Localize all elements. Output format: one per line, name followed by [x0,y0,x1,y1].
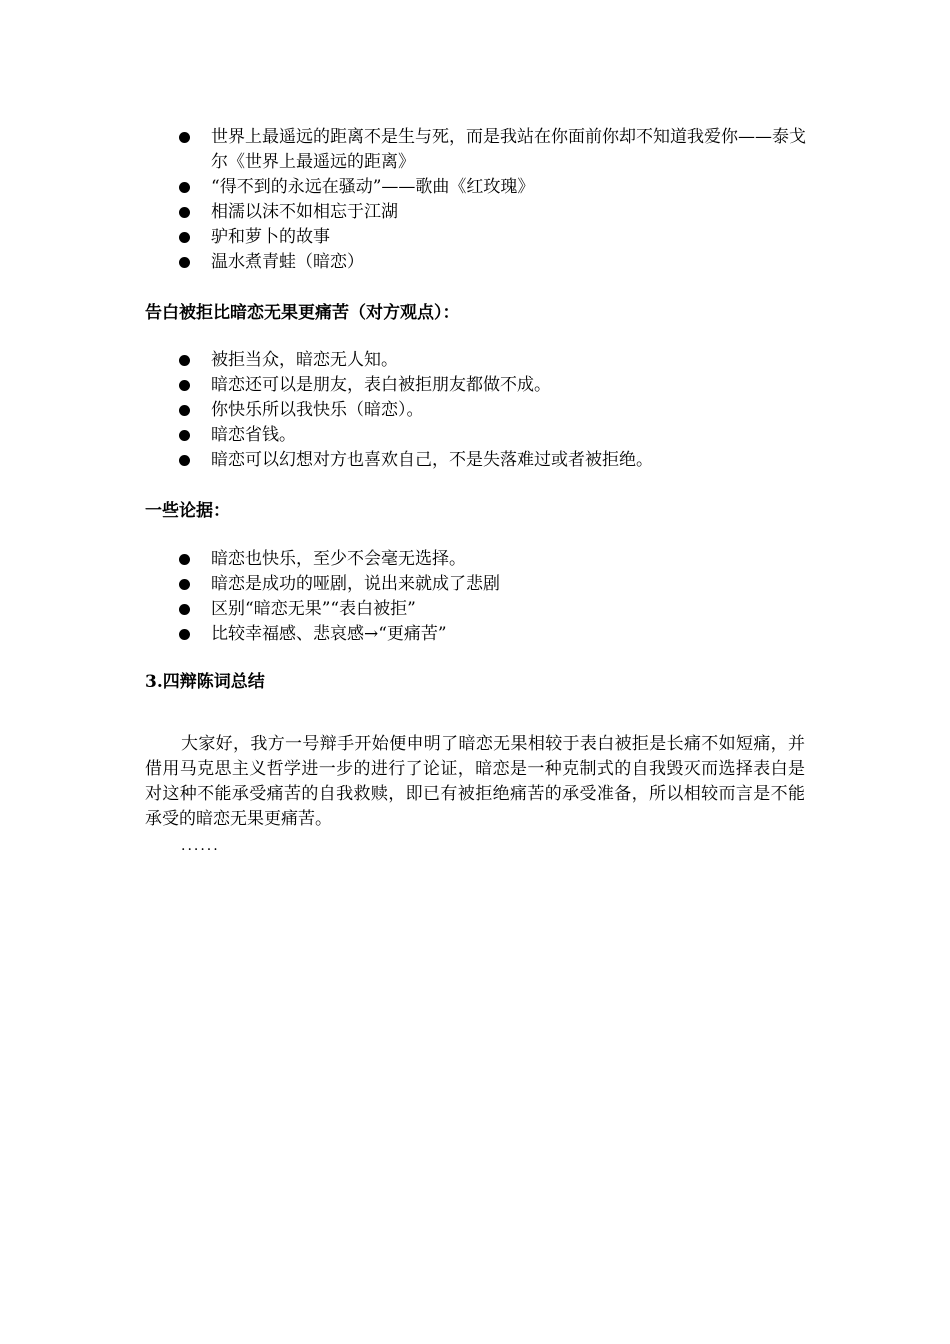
bullet-icon [179,579,190,590]
list-item-text: 温水煮青蛙（暗恋） [211,252,364,272]
list-item [178,348,818,373]
list-item-text: 相濡以沫不如相忘于江湖 [211,202,398,222]
list-item [178,547,818,572]
list-item [178,572,818,597]
list-item-text: 暗恋还可以是朋友，表白被拒朋友都做不成。 [211,375,551,395]
quote-list [178,125,818,275]
list-item-text: 暗恋也快乐，至少不会毫无选择。 [211,549,466,569]
opponent-points-list [178,348,818,473]
opponent-view-heading: 告白被拒比暗恋无果更痛苦（对方观点）： [145,303,460,323]
bullet-icon [179,455,190,466]
list-item-text: 你快乐所以我快乐（暗恋）。 [211,400,424,420]
bullet-icon [179,232,190,243]
summary-heading: 3.四辩陈词总结 [145,672,265,692]
bullet-icon [179,629,190,640]
list-item [178,125,818,175]
list-item [178,597,818,622]
bullet-icon [179,380,190,391]
bullet-icon [179,257,190,268]
list-item [178,200,818,225]
bullet-icon [179,604,190,615]
list-item [178,423,818,448]
ellipsis: ...... [181,838,220,854]
bullet-icon [179,405,190,416]
list-item-text: 世界上最遥远的距离不是生与死，而是我站在你面前你却不知道我爱你——泰戈尔《世界上最遥远的距离》 [211,127,806,172]
list-item-text: “得不到的永远在骚动”——歌曲《红玫瑰》 [211,177,535,197]
bullet-icon [179,182,190,193]
list-item-text: 暗恋省钱。 [211,425,296,445]
arguments-list [178,547,818,647]
list-item-text: 暗恋可以幻想对方也喜欢自己，不是失落难过或者被拒绝。 [211,450,653,470]
list-item-text: 驴和萝卜的故事 [211,227,330,247]
list-item [178,398,818,423]
list-item [178,373,818,398]
list-item [178,175,818,200]
list-item-text: 比较幸福感、悲哀感→“更痛苦” [211,624,447,644]
list-item-text: 暗恋是成功的哑剧，说出来就成了悲剧 [211,574,500,594]
bullet-icon [179,355,190,366]
list-item-text: 被拒当众，暗恋无人知。 [211,350,398,370]
arguments-heading: 一些论据： [145,501,230,521]
list-item [178,225,818,250]
summary-paragraph: 大家好，我方一号辩手开始便申明了暗恋无果相较于表白被拒是长痛不如短痛，并借用马克思主义哲学进一步的进行了论证，暗恋是一种克制式的自我毁灭而选择表白是对这种不能承受痛苦的自我救赎，即已有被拒绝痛苦的承受准备，所以相较而言是不能承受的暗恋无果更痛苦。 [145,734,805,829]
list-item-text: 区别“暗恋无果”“表白被拒” [211,599,416,619]
bullet-icon [179,132,190,143]
bullet-icon [179,430,190,441]
list-item [178,250,818,275]
bullet-icon [179,554,190,565]
list-item [178,448,818,473]
bullet-icon [179,207,190,218]
list-item [178,622,818,647]
